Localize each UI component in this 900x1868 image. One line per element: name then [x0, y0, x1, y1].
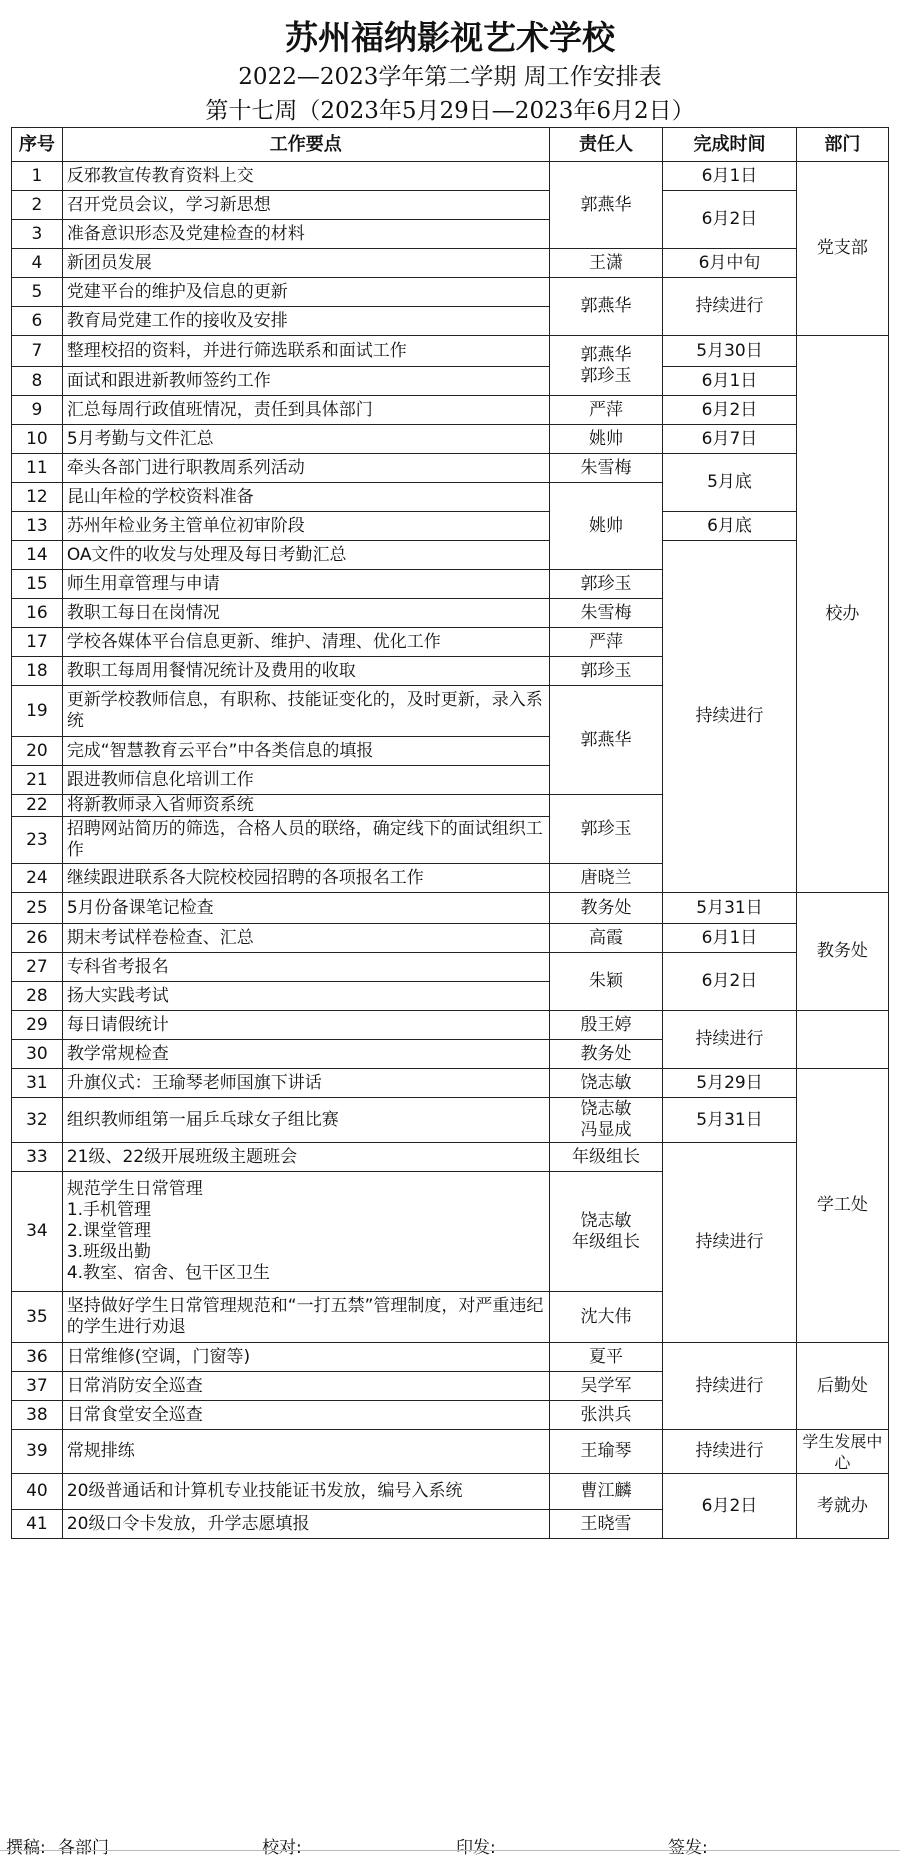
- row-number: 19: [12, 686, 63, 737]
- task-cell: 汇总每周行政值班情况，责任到具体部门: [62, 396, 549, 425]
- task-cell: 完成“智慧教育云平台”中各类信息的填报: [62, 737, 549, 766]
- row-number: 26: [12, 924, 63, 953]
- draft-value: 各部门: [58, 1838, 109, 1858]
- person-cell: 曹江麟: [549, 1474, 662, 1510]
- task-cell: 专科省考报名: [62, 953, 549, 982]
- row-number: 1: [12, 162, 63, 191]
- dept-cell: 校办: [796, 336, 888, 893]
- person-cell: 张洪兵: [549, 1401, 662, 1430]
- row-number: 30: [12, 1040, 63, 1069]
- row-number: 35: [12, 1292, 63, 1343]
- table-row: [12, 162, 889, 191]
- row-number: 5: [12, 278, 63, 307]
- task-cell: 5月份备课笔记检查: [62, 893, 549, 924]
- person-cell: 朱雪梅: [549, 454, 662, 483]
- row-number: 9: [12, 396, 63, 425]
- task-cell: 跟进教师信息化培训工作: [62, 766, 549, 795]
- task-cell: 常规排练: [62, 1430, 549, 1474]
- row-number: 6: [12, 307, 63, 336]
- time-cell: 5月29日: [663, 1069, 797, 1098]
- person-cell: 王瑜琴: [549, 1430, 662, 1474]
- week-range: 第十七周（2023年5月29日—2023年6月2日）: [205, 98, 695, 124]
- task-cell: 20级口令卡发放，升学志愿填报: [62, 1510, 549, 1539]
- row-number: 28: [12, 982, 63, 1011]
- task-cell: OA文件的收发与处理及每日考勤汇总: [62, 541, 549, 570]
- row-number: 32: [12, 1098, 63, 1143]
- person-cell: 王晓雪: [549, 1510, 662, 1539]
- row-number: 38: [12, 1401, 63, 1430]
- task-cell: 党建平台的维护及信息的更新: [62, 278, 549, 307]
- time-cell: 5月31日: [663, 893, 797, 924]
- person-cell: 教务处: [549, 893, 662, 924]
- row-number: 4: [12, 249, 63, 278]
- row-number: 36: [12, 1343, 63, 1372]
- print-label: 印发:: [456, 1838, 496, 1858]
- row-number: 7: [12, 336, 63, 367]
- row-number: 13: [12, 512, 63, 541]
- task-cell: 教学常规检查: [62, 1040, 549, 1069]
- task-cell: 日常食堂安全巡查: [62, 1401, 549, 1430]
- task-cell: 昆山年检的学校资料准备: [62, 483, 549, 512]
- table-header-row: [12, 128, 889, 162]
- time-cell: 持续进行: [663, 278, 797, 336]
- row-number: 21: [12, 766, 63, 795]
- task-cell: 将新教师录入省师资系统: [62, 795, 549, 817]
- row-number: 2: [12, 191, 63, 220]
- row-number: 22: [12, 795, 63, 817]
- col-header-dept: 部门: [796, 128, 888, 162]
- table-row: [12, 249, 889, 278]
- table-row: [12, 1098, 889, 1143]
- col-header-person: 责任人: [549, 128, 662, 162]
- time-cell: 5月底: [663, 454, 797, 512]
- task-cell: 面试和跟进新教师签约工作: [62, 367, 549, 396]
- task-cell: 教职工每日在岗情况: [62, 599, 549, 628]
- row-number: 18: [12, 657, 63, 686]
- dept-cell: 后勤处: [796, 1343, 888, 1430]
- task-cell: 5月考勤与文件汇总: [62, 425, 549, 454]
- task-cell: 每日请假统计: [62, 1011, 549, 1040]
- task-cell: 规范学生日常管理 1.手机管理 2.课堂管理 3.班级出勤 4.教室、宿舍、包干区卫生: [62, 1172, 549, 1292]
- task-cell: 准备意识形态及党建检查的材料: [62, 220, 549, 249]
- person-cell: 饶志敏 年级组长: [549, 1172, 662, 1292]
- task-cell: 招聘网站简历的筛选，合格人员的联络，确定线下的面试组织工作: [62, 817, 549, 864]
- draft-label: 撰稿:: [6, 1838, 46, 1858]
- time-cell: 6月2日: [663, 953, 797, 1011]
- dept-cell: [796, 1011, 888, 1069]
- table-row: [12, 425, 889, 454]
- row-number: 29: [12, 1011, 63, 1040]
- person-cell: 王潇: [549, 249, 662, 278]
- row-number: 20: [12, 737, 63, 766]
- person-cell: 教务处: [549, 1040, 662, 1069]
- row-number: 27: [12, 953, 63, 982]
- time-cell: 6月中旬: [663, 249, 797, 278]
- person-cell: 姚帅: [549, 425, 662, 454]
- person-cell: 郭燕华: [549, 278, 662, 336]
- task-cell: 召开党员会议，学习新思想: [62, 191, 549, 220]
- person-cell: 夏平: [549, 1343, 662, 1372]
- row-number: 15: [12, 570, 63, 599]
- task-cell: 牵头各部门进行职教周系列活动: [62, 454, 549, 483]
- person-cell: 严萍: [549, 396, 662, 425]
- person-cell: 饶志敏: [549, 1069, 662, 1098]
- task-cell: 20级普通话和计算机专业技能证书发放，编号入系统: [62, 1474, 549, 1510]
- row-number: 34: [12, 1172, 63, 1292]
- person-cell: 郭燕华: [549, 162, 662, 249]
- table-row: [12, 191, 889, 220]
- sign-label: 签发:: [668, 1838, 708, 1858]
- time-cell: 持续进行: [663, 1143, 797, 1343]
- row-number: 11: [12, 454, 63, 483]
- time-cell: 6月1日: [663, 924, 797, 953]
- table-row: [12, 541, 889, 570]
- table-row: [12, 1011, 889, 1040]
- table-row: [12, 367, 889, 396]
- task-cell: 组织教师组第一届乒乓球女子组比赛: [62, 1098, 549, 1143]
- person-cell: 郭珍玉: [549, 570, 662, 599]
- row-number: 10: [12, 425, 63, 454]
- time-cell: 持续进行: [663, 541, 797, 893]
- person-cell: 高霞: [549, 924, 662, 953]
- person-cell: 饶志敏 冯显成: [549, 1098, 662, 1143]
- time-cell: 持续进行: [663, 1430, 797, 1474]
- time-cell: 持续进行: [663, 1011, 797, 1069]
- row-number: 39: [12, 1430, 63, 1474]
- table-row: [12, 924, 889, 953]
- table-row: [12, 1343, 889, 1372]
- task-cell: 新团员发展: [62, 249, 549, 278]
- table-row: [12, 396, 889, 425]
- task-cell: 更新学校教师信息，有职称、技能证变化的，及时更新，录入系统: [62, 686, 549, 737]
- time-cell: 6月7日: [663, 425, 797, 454]
- time-cell: 6月2日: [663, 191, 797, 249]
- table-row: [12, 953, 889, 982]
- dept-cell: 教务处: [796, 893, 888, 1011]
- task-cell: 升旗仪式：王瑜琴老师国旗下讲话: [62, 1069, 549, 1098]
- row-number: 41: [12, 1510, 63, 1539]
- col-header-no: 序号: [12, 128, 63, 162]
- row-number: 8: [12, 367, 63, 396]
- task-cell: 坚持做好学生日常管理规范和“一打五禁”管理制度，对严重违纪的学生进行劝退: [62, 1292, 549, 1343]
- table-row: [12, 1430, 889, 1474]
- time-cell: 5月31日: [663, 1098, 797, 1143]
- task-cell: 日常维修(空调，门窗等): [62, 1343, 549, 1372]
- time-cell: 6月1日: [663, 162, 797, 191]
- check-label: 校对:: [262, 1838, 302, 1858]
- row-number: 37: [12, 1372, 63, 1401]
- time-cell: 持续进行: [663, 1343, 797, 1430]
- task-cell: 21级、22级开展班级主题班会: [62, 1143, 549, 1172]
- col-header-time: 完成时间: [663, 128, 797, 162]
- row-number: 12: [12, 483, 63, 512]
- table-row: [12, 1474, 889, 1510]
- row-number: 33: [12, 1143, 63, 1172]
- school-title: 苏州福纳影视艺术学校: [285, 18, 615, 57]
- task-cell: 继续跟进联系各大院校校园招聘的各项报名工作: [62, 864, 549, 893]
- work-schedule-table: [11, 127, 889, 1539]
- dept-cell: 学工处: [796, 1069, 888, 1343]
- person-cell: 唐晓兰: [549, 864, 662, 893]
- person-cell: 姚帅: [549, 483, 662, 570]
- person-cell: 郭珍玉: [549, 657, 662, 686]
- time-cell: 6月1日: [663, 367, 797, 396]
- row-number: 40: [12, 1474, 63, 1510]
- person-cell: 朱颖: [549, 953, 662, 1011]
- person-cell: 年级组长: [549, 1143, 662, 1172]
- dept-cell: 考就办: [796, 1474, 888, 1539]
- task-cell: 期末考试样卷检查、汇总: [62, 924, 549, 953]
- task-cell: 学校各媒体平台信息更新、维护、清理、优化工作: [62, 628, 549, 657]
- table-row: [12, 278, 889, 307]
- person-cell: 殷王婷: [549, 1011, 662, 1040]
- time-cell: 6月底: [663, 512, 797, 541]
- person-cell: 沈大伟: [549, 1292, 662, 1343]
- row-number: 31: [12, 1069, 63, 1098]
- table-row: [12, 893, 889, 924]
- task-cell: 整理校招的资料，并进行筛选联系和面试工作: [62, 336, 549, 367]
- person-cell: 严萍: [549, 628, 662, 657]
- col-header-task: 工作要点: [62, 128, 549, 162]
- dept-cell: 党支部: [796, 162, 888, 336]
- task-cell: 反邪教宣传教育资料上交: [62, 162, 549, 191]
- time-cell: 6月2日: [663, 396, 797, 425]
- task-cell: 师生用章管理与申请: [62, 570, 549, 599]
- person-cell: 郭珍玉: [549, 795, 662, 864]
- table-row: [12, 1143, 889, 1172]
- task-cell: 教职工每周用餐情况统计及费用的收取: [62, 657, 549, 686]
- table-row: [12, 1069, 889, 1098]
- row-number: 23: [12, 817, 63, 864]
- footer: [0, 1833, 900, 1857]
- person-cell: 郭燕华 郭珍玉: [549, 336, 662, 396]
- time-cell: 5月30日: [663, 336, 797, 367]
- dept-cell: 学生发展中心: [796, 1430, 888, 1474]
- row-number: 25: [12, 893, 63, 924]
- row-number: 16: [12, 599, 63, 628]
- person-cell: 朱雪梅: [549, 599, 662, 628]
- person-cell: 吴学军: [549, 1372, 662, 1401]
- row-number: 17: [12, 628, 63, 657]
- row-number: 24: [12, 864, 63, 893]
- table-body: [12, 162, 889, 1539]
- table-row: [12, 454, 889, 483]
- schedule-subtitle: 2022—2023学年第二学期 周工作安排表: [238, 64, 662, 90]
- row-number: 3: [12, 220, 63, 249]
- task-cell: 教育局党建工作的接收及安排: [62, 307, 549, 336]
- task-cell: 苏州年检业务主管单位初审阶段: [62, 512, 549, 541]
- table-row: [12, 512, 889, 541]
- table-row: [12, 336, 889, 367]
- task-cell: 扬大实践考试: [62, 982, 549, 1011]
- row-number: 14: [12, 541, 63, 570]
- time-cell: 6月2日: [663, 1474, 797, 1539]
- sheet-gridline: [0, 1850, 900, 1851]
- task-cell: 日常消防安全巡查: [62, 1372, 549, 1401]
- person-cell: 郭燕华: [549, 686, 662, 795]
